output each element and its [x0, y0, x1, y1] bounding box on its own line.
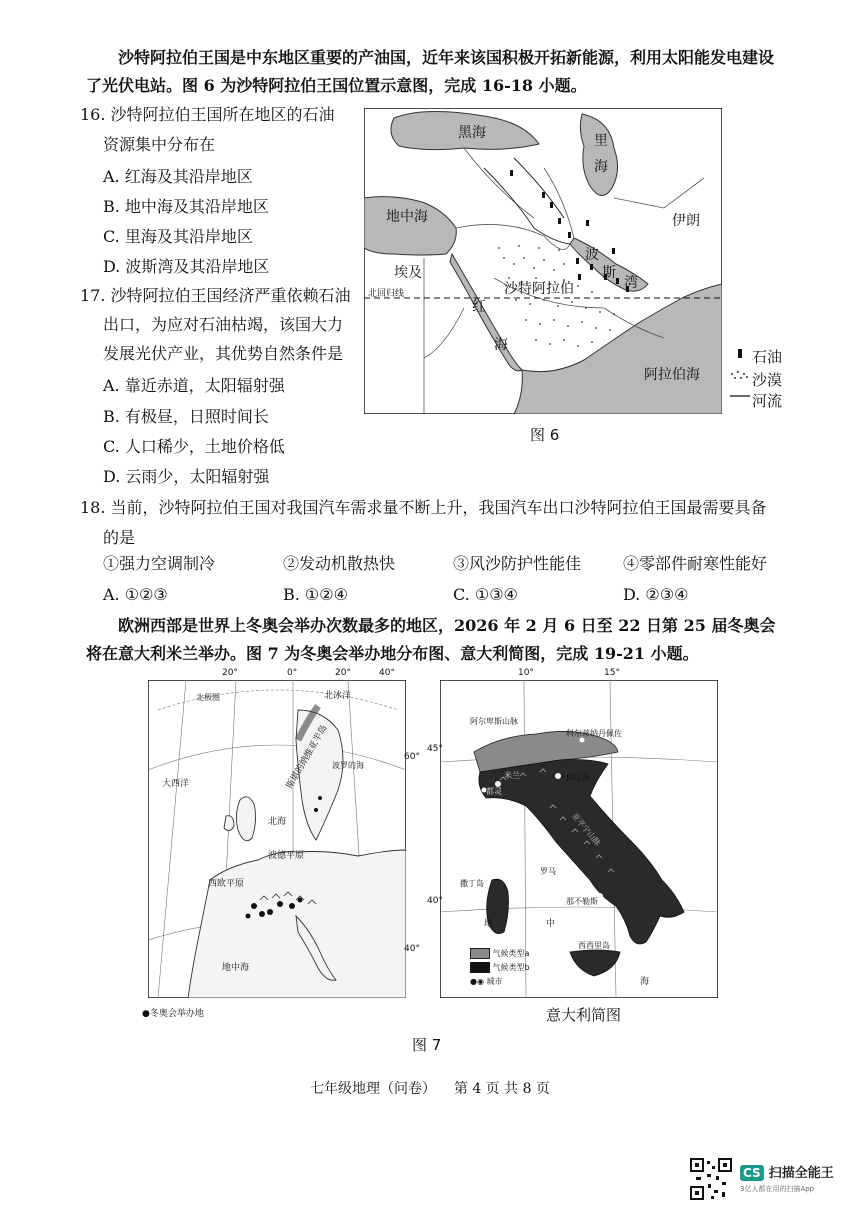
figure-6-caption: 图 6 [530, 426, 560, 444]
legend-desert: 沙漠 [752, 371, 783, 389]
label-scandinavia: 斯堪的纳维亚半岛 [284, 723, 330, 791]
q16-option-c: C. 里海及其沿岸地区 [103, 227, 253, 246]
q17-stem-line2: 出口，为应对石油枯竭，该国大力 [103, 315, 344, 334]
desert-icon [731, 371, 748, 379]
intro-paragraph-2: 欧洲西部是世界上冬奥会举办次数最多的地区，2026 年 2 月 6 日至 22 日第 25 届冬奥会将在意大利米兰举办。图 7 为冬奥会举办地分布图、意大利简图，完成 19-21 小题。 [86, 616, 776, 663]
label-atlantic: 大西洋 [162, 779, 190, 789]
italy-lon-15: 15° [604, 668, 620, 678]
label-arctic-circle: 北极圈 [196, 693, 220, 702]
q16-option-a: A. 红海及其沿岸地区 [103, 167, 253, 186]
italy-map-title: 意大利简图 [546, 1006, 622, 1024]
legend-climate-b: 气候类型b [492, 963, 530, 972]
label-saudi-arabia: 沙特阿拉伯 [504, 281, 574, 297]
label-naples: 那不勒斯 [566, 897, 598, 906]
label-iran: 伊朗 [672, 213, 700, 229]
europe-legend [142, 1006, 204, 1019]
label-hai: 海 [640, 977, 650, 987]
legend-river: 河流 [752, 392, 783, 410]
figure-7-caption: 图 7 [412, 1036, 442, 1054]
label-west-european-plain: 西欧平原 [208, 879, 245, 889]
scanner-app-name: 扫描全能王 [768, 1166, 834, 1181]
q16-option-b: B. 地中海及其沿岸地区 [103, 197, 269, 216]
q18-option-c: C. ①③④ [453, 585, 518, 604]
label-turin: 都灵 [486, 787, 502, 796]
climate-a-swatch [470, 948, 490, 959]
europe-lon-0: 0° [287, 668, 298, 678]
q17-stem-line3: 发展光伏产业，其优势自然条件是 [103, 344, 344, 363]
label-tropic-of-cancer: 北回归线 [368, 289, 405, 299]
q17-option-b: B. 有极昼，日照时间长 [103, 407, 269, 426]
label-mediterranean-sea: 地中海 [222, 963, 250, 973]
q18-option-d: D. ②③④ [623, 585, 689, 604]
climate-b-swatch [470, 962, 490, 973]
label-sardinia: 撒丁岛 [460, 879, 484, 888]
cs-badge: CS [740, 1165, 764, 1181]
host-marker-icon: ● [142, 1009, 150, 1019]
q17-option-d: D. 云雨少，太阳辐射强 [103, 467, 270, 486]
qr-code-icon [690, 1158, 732, 1200]
q16-stem-line2: 资源集中分布在 [103, 135, 216, 154]
label-mediterranean: 地中海 [386, 209, 428, 225]
italy-lon-10: 10° [518, 668, 534, 678]
q18-option-a: A. ①②③ [103, 585, 168, 604]
legend-oil: 石油 [752, 348, 783, 366]
label-gulf-2: 斯 [602, 265, 616, 281]
label-alps: 阿尔卑斯山脉 [470, 717, 518, 726]
legend-climate-a: 气候类型a [492, 949, 530, 958]
label-di: 地 [484, 919, 494, 929]
label-sicily: 西西里岛 [578, 941, 610, 950]
q18-stem-line1: 18. 当前，沙特阿拉伯王国对我国汽车需求量不断上升，我国汽车出口沙特阿拉伯王国最需要具备 [80, 498, 767, 517]
label-gulf-3: 湾 [624, 275, 638, 291]
label-apennine: 亚平宁山脉 [569, 811, 603, 848]
italy-lat-45: 45° [427, 744, 443, 754]
q17-option-a: A. 靠近赤道，太阳辐射强 [103, 376, 285, 395]
label-black-sea: 黑海 [458, 125, 486, 141]
q18-item-3: ③风沙防护性能佳 [453, 554, 582, 573]
label-rome: 罗马 [540, 867, 556, 876]
europe-lat-40: 40° [404, 944, 420, 954]
scanner-slogan: 3亿人都在用的扫描App [740, 1185, 815, 1193]
label-caspian-2: 海 [594, 159, 608, 175]
label-red-sea-1: 红 [472, 299, 486, 315]
label-caspian-1: 里 [594, 133, 608, 149]
q16-option-d: D. 波斯湾及其沿岸地区 [103, 257, 270, 276]
label-arctic-ocean: 北冰洋 [324, 691, 352, 701]
label-zhong: 中 [546, 919, 556, 929]
label-venice: 威尼斯 [566, 773, 590, 782]
label-cortina: 科尔蒂纳丹佩佐 [566, 729, 622, 738]
city-icon: ●◉ [470, 977, 484, 986]
q18-item-2: ②发动机散热快 [283, 554, 396, 573]
italy-lat-40: 40° [427, 896, 443, 906]
legend-city: 城市 [486, 977, 503, 986]
label-north-european-plain: 波德平原 [268, 851, 305, 861]
scanner-branding [740, 1162, 834, 1194]
q18-stem-line2: 的是 [103, 528, 136, 547]
italy-legend [470, 948, 530, 990]
label-arabian-sea: 阿拉伯海 [644, 367, 700, 383]
figure-7-europe-map [148, 680, 406, 998]
oil-icon [738, 349, 742, 358]
europe-lon-20e: 20° [335, 668, 351, 678]
intro-paragraph-1: 沙特阿拉伯王国是中东地区重要的产油国，近年来该国积极开拓新能源，利用太阳能发电建设了光伏电站。图 6 为沙特阿拉伯王国位置示意图，完成 16-18 小题。 [86, 48, 775, 95]
label-red-sea-2: 海 [494, 337, 508, 353]
page-footer: 七年级地理（问卷） 第 4 页 共 8 页 [310, 1081, 550, 1097]
q17-stem-line1: 17. 沙特阿拉伯王国经济严重依赖石油 [80, 286, 351, 305]
label-baltic-sea: 波罗的海 [332, 761, 364, 770]
label-gulf-1: 波 [585, 247, 599, 263]
europe-legend-label: 冬奥会举办地 [149, 1009, 204, 1019]
label-milan: 米兰 [504, 771, 520, 780]
q18-item-4: ④零部件耐寒性能好 [623, 554, 768, 573]
europe-lon-40e: 40° [379, 668, 395, 678]
q16-stem-line1: 16. 沙特阿拉伯王国所在地区的石油 [80, 105, 335, 124]
q18-item-1: ①强力空调制冷 [103, 554, 216, 573]
label-egypt: 埃及 [394, 265, 422, 281]
europe-lat-60: 60° [404, 752, 420, 762]
label-north-sea: 北海 [268, 817, 287, 827]
fig6-legend-symbols [728, 346, 752, 406]
q17-option-c: C. 人口稀少，土地价格低 [103, 437, 285, 456]
q18-option-b: B. ①②④ [283, 585, 348, 604]
europe-lon-20w: 20° [222, 668, 238, 678]
